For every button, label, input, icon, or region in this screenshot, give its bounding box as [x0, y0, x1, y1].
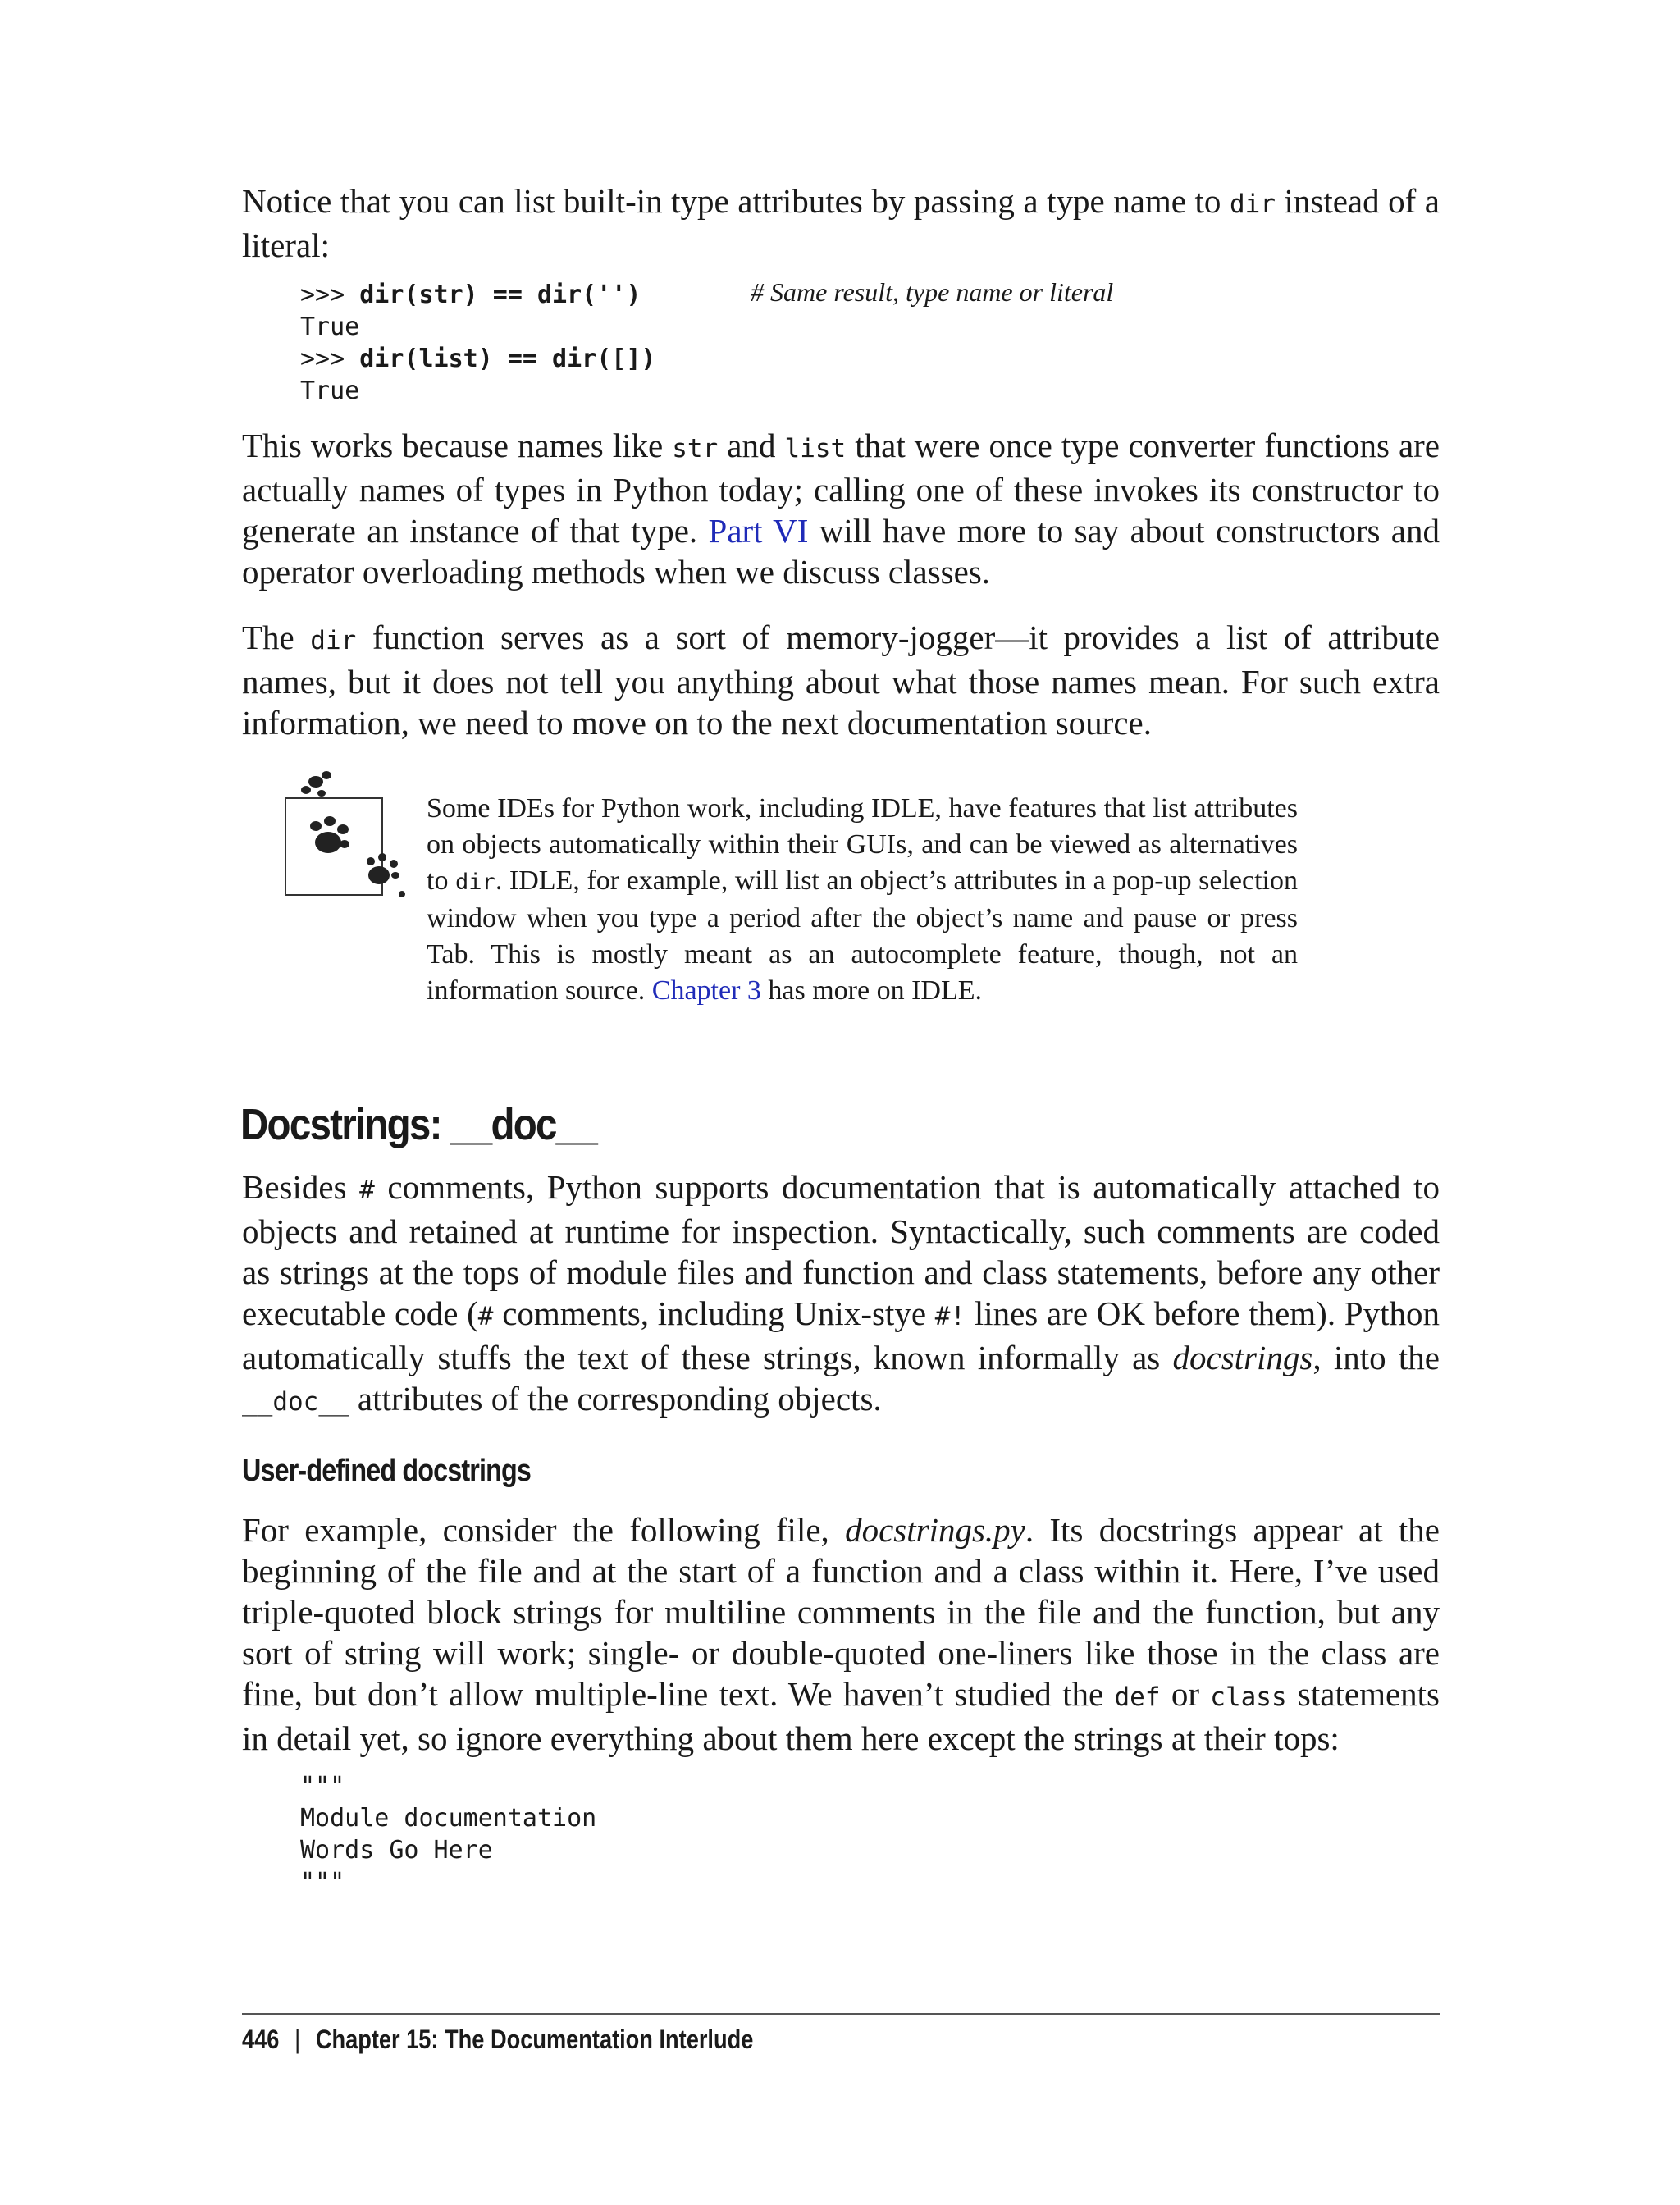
code-input: dir(list) == dir([]) [359, 345, 656, 373]
inline-code: # [477, 1302, 494, 1331]
text: Some IDEs for Python work, including IDLE, have features that list attributes on objects automatically within their GUIs, and can be viewed as alternatives to [427, 793, 1298, 896]
inline-code: def [1114, 1682, 1161, 1712]
text: that were once type converter functions are actually names of types in Python today; calling one of these invokes its constructor to generate an instance of that type. [242, 427, 1440, 550]
text: attributes of the corresponding objects. [349, 1380, 882, 1418]
inline-code: #! [934, 1302, 966, 1331]
text: has more on IDLE. [760, 975, 983, 1006]
running-chapter-title: Chapter 15: The Documentation Interlude [315, 2025, 754, 2054]
prompt: >>> [300, 281, 360, 309]
paragraph-type-converters [242, 425, 1440, 592]
prompt: >>> [300, 345, 360, 373]
tip-note-ide-attributes [427, 791, 1298, 1009]
code-line: """ [300, 1868, 345, 1897]
text: . IDLE, for example, will list an object’s attributes in a pop-up selection window when you type a period after the object’s name and pause or press Tab. This is mostly meant as an autocomplete feature, though, not an information source. [427, 865, 1298, 1006]
footer-separator: | [294, 2025, 301, 2054]
text: comments, including Unix-stye [493, 1294, 935, 1332]
text: statements in detail yet, so ignore everything about them here except the strings at their tops: [242, 1675, 1440, 1757]
emphasis: docstrings.py [845, 1511, 1025, 1549]
footer-divider [242, 2013, 1440, 2015]
inline-code: # [359, 1176, 375, 1205]
text: Besides [242, 1168, 360, 1206]
text: Notice that you can list built-in type attributes by passing a type name to [242, 182, 1230, 220]
text: comments, Python supports documentation that is automatically attached to objects and retained at runtime for inspection. Syntactically, such comments are coded as strings at the tops of module files and function and class statements, before any other executable code ( [242, 1168, 1440, 1332]
code-comment: # Same result, type name or literal [751, 277, 1114, 307]
text: will have more to say about constructors and operator overloading methods when we discuss classes. [242, 512, 1440, 591]
text: , into the [1312, 1339, 1440, 1376]
inline-code: dir [310, 626, 357, 655]
inline-code: dir [455, 870, 495, 895]
code-block-module-docstring [300, 1770, 596, 1898]
text: instead of a literal: [242, 182, 1440, 264]
code-output: True [300, 313, 360, 341]
page-footer [242, 2025, 753, 2055]
inline-code: list [784, 434, 847, 463]
paragraph-docstrings-example [242, 1509, 1440, 1759]
text: This works because names like [242, 427, 673, 464]
code-block-dir-compare [300, 279, 655, 407]
text: function serves as a sort of memory-jogger—it provides a list of attribute names, but it does not tell you anything about what those names mean. For such extra information, we need to move on to the next documentation source. [242, 619, 1440, 742]
text: and [718, 427, 785, 464]
section-heading-docstrings: Docstrings: __doc__ [240, 1100, 596, 1149]
paw-prints-icon [279, 767, 418, 911]
page-number: 446 [242, 2025, 280, 2054]
paragraph-docstrings-intro [242, 1166, 1440, 1422]
paragraph-memory-jogger [242, 617, 1440, 743]
emphasis: docstrings [1172, 1339, 1313, 1376]
inline-code: dir [1229, 189, 1276, 219]
inline-code: class [1210, 1682, 1287, 1712]
code-line: Words Go Here [300, 1836, 493, 1865]
text: lines are OK before them). Python automatically stuffs the text of these strings, known informally as [242, 1294, 1440, 1376]
part-vi-link[interactable]: Part VI [708, 512, 809, 550]
inline-code: __doc__ [242, 1387, 349, 1417]
text: For example, consider the following file, [242, 1511, 846, 1549]
text: The [242, 619, 311, 656]
code-input: dir(str) == dir('') [359, 281, 641, 309]
code-line: Module documentation [300, 1804, 597, 1833]
chapter-3-link[interactable]: Chapter 3 [651, 975, 761, 1006]
paragraph-dir-type-names [242, 180, 1440, 266]
inline-code: str [672, 434, 719, 463]
subsection-heading-user-defined-docstrings: User-defined docstrings [242, 1454, 531, 1488]
code-line: """ [300, 1772, 345, 1801]
code-output: True [300, 377, 360, 405]
text: . Its docstrings appear at the beginning of the file and at the start of a function and a class within it. Here, I’ve used triple-quoted block strings for multiline comments in the file and the function, but any sort of string will work; single- or double-quoted one-liners like those in the class are fine, but don’t allow multiple-line text. We haven’t studied the [242, 1511, 1440, 1713]
text: or [1160, 1675, 1211, 1713]
